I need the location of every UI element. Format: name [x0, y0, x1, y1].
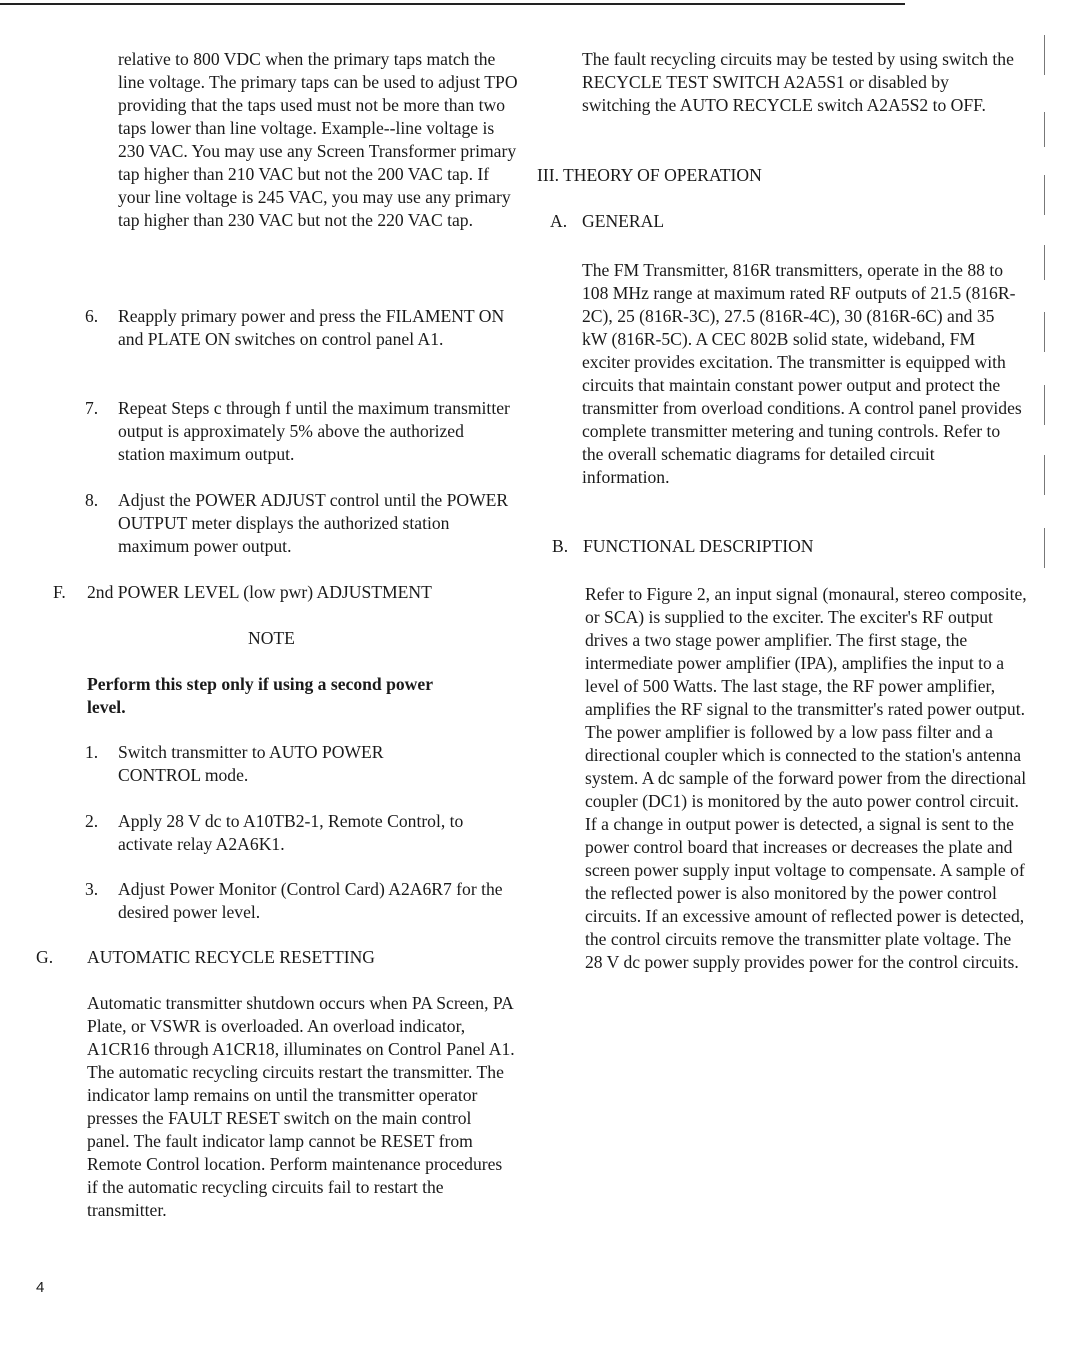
scan-mark: [1044, 528, 1045, 568]
section-title: FUNCTIONAL DESCRIPTION: [583, 536, 814, 556]
section-g-body: Automatic transmitter shutdown occurs when PA Screen, PA Plate, or VSWR is overloaded. An overload indicator, A1CR16 through A1CR18, illuminates on Control Panel A1. The automatic recycling circuits restart the transmitter. The indicator lamp remains on until the transmitter operator presses the FAULT RESET switch on the main control panel. The fault indicator lamp cannot be RESET from Remote Control location. Perform maintenance procedures if the automatic recycling circuits fail to restart the transmitter.: [87, 993, 515, 1220]
scan-mark: [1044, 35, 1045, 75]
step-7: [85, 397, 515, 466]
section-letter: B.: [552, 536, 569, 556]
scan-mark: [1044, 312, 1045, 352]
top-rule: [0, 3, 905, 5]
step-number: 7.: [85, 398, 99, 418]
step-text: Adjust Power Monitor (Control Card) A2A6R7 for the desired power level.: [118, 879, 503, 922]
step-number: 3.: [85, 879, 99, 899]
section-letter: F.: [53, 582, 66, 602]
f-step-3: [85, 878, 525, 924]
page-number: 4: [36, 1279, 45, 1296]
step-number: 6.: [85, 306, 99, 326]
step-6: [85, 305, 515, 351]
scan-mark: [1044, 455, 1045, 495]
intro-paragraph: relative to 800 VDC when the primary taps match the line voltage. The primary taps can be used to adjust TPO providing that the taps used must not be more than two taps lower than line voltage. Example--line voltage is 230 VAC. You may use any Screen Transformer primary tap higher than 210 VAC but not the 200 VAC tap. If your line voltage is 245 VAC, you may use any primary tap higher than 230 VAC but not the 220 VAC tap.: [118, 49, 518, 230]
step-8: [85, 489, 515, 558]
step-text: Reapply primary power and press the FILAMENT ON and PLATE ON switches on control panel A1.: [118, 306, 505, 349]
section-title: 2nd POWER LEVEL (low pwr) ADJUSTMENT: [87, 582, 432, 602]
step-text: Repeat Steps c through f until the maximum transmitter output is approximately 5% above the authorized station maximum output.: [118, 398, 510, 464]
section-b-body: Refer to Figure 2, an input signal (monaural, stereo composite, or SCA) is supplied to the exciter. The exciter's RF output drives a two stage power amplifier. The first stage, the intermediate power amplifier (IPA), amplifies the input to a level of 500 Watts. The last stage, the RF power amplifier, amplifies the RF signal to the transmitter's rated power output. The power amplifier is followed by a low pass filter and a directional coupler which is connected to the station's antenna system. A dc sample of the forward power from the directional coupler (DC1) is monitored by the auto power control circuit. If a change in output power is detected, a signal is sent to the power control board that increases or decreases the plate and screen power supply input voltage to compensate. A sample of the reflected power is also monitored by the power control circuits. If an excessive amount of reflected power is detected, the control circuits remove the transmitter plate voltage. The 28 V dc power supply provides power for the control circuits.: [585, 584, 1027, 972]
section-letter: A.: [550, 211, 568, 231]
f-step-1: [85, 741, 515, 787]
recycle-paragraph: The fault recycling circuits may be tested by using switch the RECYCLE TEST SWITCH A2A5S1 or disabled by switching the AUTO RECYCLE switch A2A5S2 to OFF.: [582, 49, 1014, 115]
section-a-heading: [550, 210, 850, 233]
note-text: Perform this step only if using a second power level.: [87, 674, 433, 717]
scan-mark: [1044, 175, 1045, 215]
step-number: 8.: [85, 490, 99, 510]
section-g-heading: [36, 946, 516, 969]
section-title: GENERAL: [582, 211, 665, 231]
f-step-2: [85, 810, 515, 856]
scan-mark: [1044, 385, 1045, 425]
section-a-body: The FM Transmitter, 816R transmitters, operate in the 88 to 108 MHz range at maximum rated RF outputs of 21.5 (816R-2C), 25 (816R-3C), 27.5 (816R-4C), 30 (816R-6C) and 35 kW (816R-5C). A CEC 802B solid state, wideband, FM exciter provides excitation. The transmitter is equipped with circuits that maintain constant power output and protect the transmitter from overload conditions. A control panel provides complete transmitter metering and tuning controls. Refer to the overall schematic diagrams for detailed circuit information.: [582, 260, 1022, 487]
section-b-heading: [552, 535, 952, 558]
scan-mark: [1044, 112, 1045, 147]
scan-mark: [1044, 245, 1045, 280]
note-label: NOTE: [248, 628, 295, 648]
section-letter: G.: [36, 947, 54, 967]
step-text: Switch transmitter to AUTO POWER CONTROL mode.: [118, 742, 384, 785]
section-title: AUTOMATIC RECYCLE RESETTING: [87, 947, 376, 967]
step-number: 1.: [85, 742, 99, 762]
section-f-heading: [53, 581, 523, 604]
section-iii-heading: III. THEORY OF OPERATION: [537, 165, 762, 185]
step-text: Adjust the POWER ADJUST control until the POWER OUTPUT meter displays the authorized station maximum power output.: [118, 490, 509, 556]
step-text: Apply 28 V dc to A10TB2-1, Remote Control, to activate relay A2A6K1.: [118, 811, 464, 854]
step-number: 2.: [85, 811, 99, 831]
